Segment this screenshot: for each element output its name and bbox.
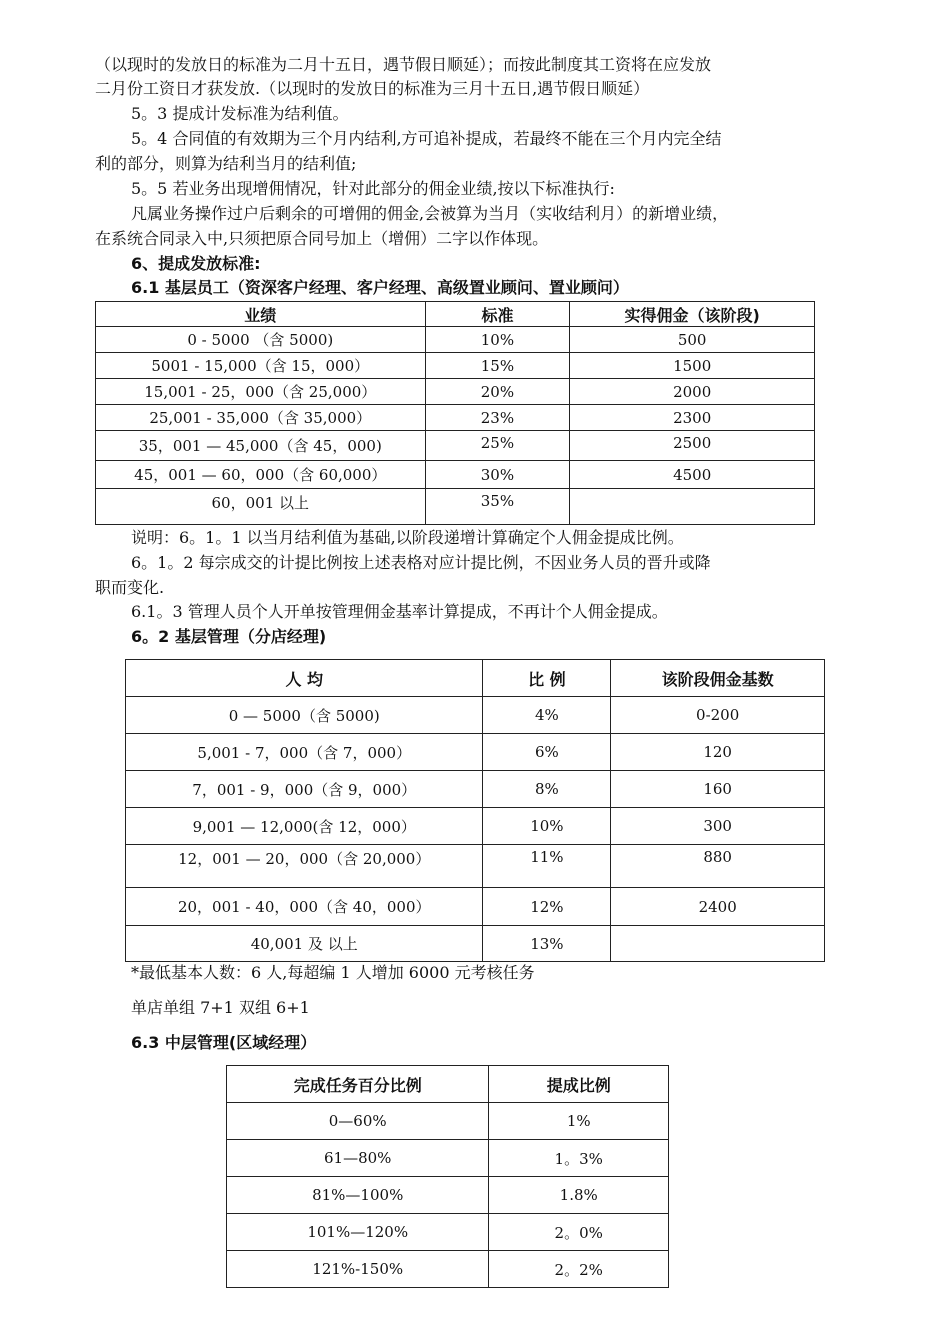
note-group-config: 单店单组 7+1 双组 6+1 — [131, 998, 310, 1017]
table-cell: 11% — [483, 845, 611, 888]
table-cell: 1。3% — [489, 1140, 669, 1177]
table-row — [96, 379, 815, 405]
table-cell: 5001 - 15,000（含 15，000） — [96, 353, 426, 379]
table-header: 比 例 — [483, 660, 611, 697]
table-row — [227, 1214, 669, 1251]
table-cell: 15,001 - 25，000（含 25,000） — [96, 379, 426, 405]
table-cell: 25,001 - 35,000（含 35,000） — [96, 405, 426, 431]
table-row — [126, 926, 825, 962]
clause-5-3: 5。3 提成计发标准为结利值。 — [131, 104, 349, 123]
section-heading-6-1: 6.1 基层员工（资深客户经理、客户经理、高级置业顾问、置业顾问） — [131, 278, 629, 297]
clause-5-5-body-cont: 在系统合同录入中,只须把原合同号加上（增佣）二字以作体现。 — [95, 229, 549, 248]
table-cell: 1.8% — [489, 1177, 669, 1214]
table-row — [96, 431, 815, 461]
clause-5-4-cont: 利的部分，则算为结利当月的结利值; — [95, 154, 357, 173]
table-row — [126, 771, 825, 808]
table-cell: 15% — [425, 353, 570, 379]
table-cell: 8% — [483, 771, 611, 808]
table-cell — [570, 489, 815, 525]
table-cell: 5,001 - 7，000（含 7，000） — [126, 734, 483, 771]
table-row — [227, 1103, 669, 1140]
table-cell: 40,001 及 以上 — [126, 926, 483, 962]
table-row — [96, 327, 815, 353]
note-6-1-3: 6.1。3 管理人员个人开单按管理佣金基率计算提成，不再计个人佣金提成。 — [131, 602, 668, 621]
clause-5-5: 5。5 若业务出现增佣情况，针对此部分的佣金业绩,按以下标准执行: — [131, 179, 615, 198]
table-cell: 25% — [425, 431, 570, 461]
table-cell: 13% — [483, 926, 611, 962]
paragraph-text: 二月份工资日才获发放.（以现时的发放日的标准为三月十五日,遇节假日顺延） — [95, 79, 650, 98]
table-cell: 160 — [611, 771, 825, 808]
table-cell: 12，001 — 20，000（含 20,000） — [126, 845, 483, 888]
table-cell: 120 — [611, 734, 825, 771]
section-heading-6: 6、提成发放标准: — [131, 254, 261, 273]
table-cell: 0 — 5000（含 5000) — [126, 697, 483, 734]
table-area-manager — [226, 1065, 669, 1288]
table-row — [126, 697, 825, 734]
table-header: 人 均 — [126, 660, 483, 697]
table-cell: 23% — [425, 405, 570, 431]
table-cell: 2000 — [570, 379, 815, 405]
table-cell: 35，001 — 45,000（含 45，000) — [96, 431, 426, 461]
table-row — [126, 845, 825, 888]
table-cell: 1% — [489, 1103, 669, 1140]
table-header: 完成任务百分比例 — [227, 1066, 489, 1103]
table-store-manager — [125, 659, 825, 962]
table-cell: 0-200 — [611, 697, 825, 734]
table-cell: 0—60% — [227, 1103, 489, 1140]
table-row — [96, 353, 815, 379]
table-cell: 81%—100% — [227, 1177, 489, 1214]
table-row — [126, 734, 825, 771]
table-row — [96, 405, 815, 431]
note-6-1-2: 6。1。2 每宗成交的计提比例按上述表格对应计提比例，不因业务人员的晋升或降 — [131, 553, 711, 572]
table-cell: 9,001 — 12,000(含 12，000） — [126, 808, 483, 845]
paragraph-text: （以现时的发放日的标准为二月十五日，遇节假日顺延）；而按此制度其工资将在应发放 — [95, 55, 712, 74]
table-row — [126, 888, 825, 926]
table-cell: 4% — [483, 697, 611, 734]
table-cell: 880 — [611, 845, 825, 888]
table-row — [227, 1140, 669, 1177]
table-cell: 101%—120% — [227, 1214, 489, 1251]
table-cell: 61—80% — [227, 1140, 489, 1177]
table-cell: 2。2% — [489, 1251, 669, 1288]
table-cell: 10% — [425, 327, 570, 353]
table-cell: 2300 — [570, 405, 815, 431]
section-heading-6-2: 6。2 基层管理（分店经理) — [131, 627, 327, 646]
table-cell: 45，001 — 60，000（含 60,000） — [96, 461, 426, 489]
clause-5-4: 5。4 合同值的有效期为三个月内结利,方可追补提成，若最终不能在三个月内完全结 — [131, 129, 722, 148]
table-row — [227, 1251, 669, 1288]
table-cell: 60，001 以上 — [96, 489, 426, 525]
note-minimum-staff: *最低基本人数：6 人,每超编 1 人增加 6000 元考核任务 — [131, 963, 535, 982]
table-cell: 30% — [425, 461, 570, 489]
table-cell: 500 — [570, 327, 815, 353]
note-6-1-2-cont: 职而变化. — [95, 578, 165, 597]
table-row — [96, 461, 815, 489]
table-cell: 300 — [611, 808, 825, 845]
table-row — [227, 1177, 669, 1214]
table-cell: 6% — [483, 734, 611, 771]
table-cell: 7，001 - 9，000（含 9，000） — [126, 771, 483, 808]
table-cell: 121%-150% — [227, 1251, 489, 1288]
table-cell: 12% — [483, 888, 611, 926]
table-cell: 20% — [425, 379, 570, 405]
section-heading-6-3: 6.3 中层管理(区域经理） — [131, 1033, 317, 1052]
table-cell: 20，001 - 40，000（含 40，000） — [126, 888, 483, 926]
note-6-1-1: 说明：6。1。1 以当月结利值为基础,以阶段递增计算确定个人佣金提成比例。 — [131, 528, 684, 547]
table-cell: 2。0% — [489, 1214, 669, 1251]
table-header: 业绩 — [96, 302, 426, 327]
table-cell: 2500 — [570, 431, 815, 461]
table-cell: 4500 — [570, 461, 815, 489]
table-cell: 35% — [425, 489, 570, 525]
table-header: 标准 — [425, 302, 570, 327]
table-row — [96, 489, 815, 525]
table-header: 提成比例 — [489, 1066, 669, 1103]
table-cell — [611, 926, 825, 962]
table-cell: 0 - 5000 （含 5000) — [96, 327, 426, 353]
table-cell: 10% — [483, 808, 611, 845]
table-header: 该阶段佣金基数 — [611, 660, 825, 697]
table-cell: 2400 — [611, 888, 825, 926]
table-basic-staff — [95, 301, 815, 525]
table-cell: 1500 — [570, 353, 815, 379]
table-row — [126, 808, 825, 845]
clause-5-5-body: 凡属业务操作过户后剩余的可增佣的佣金,会被算为当月（实收结利月）的新增业绩， — [131, 204, 729, 223]
table-header: 实得佣金（该阶段) — [570, 302, 815, 327]
